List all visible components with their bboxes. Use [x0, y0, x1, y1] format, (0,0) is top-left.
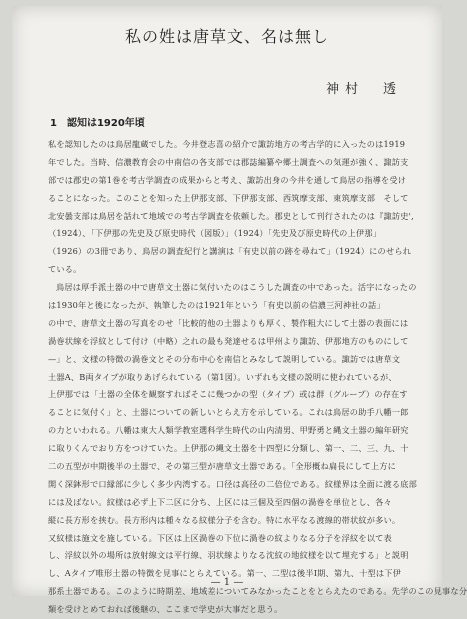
text-line: に取りくんでおり方をつけていた。上伊那の縄文土器を十四型に分類し、第一、二、三、九、十 — [48, 443, 409, 454]
text-line: 渦巻状線を浮紋として付け（中略）之れの最も発達せるは甲州より諏訪、伊那地方のものにして — [48, 335, 409, 346]
text-line: 私を認知したのは鳥居龍蔵でした。今井登志喜の紹介で諏訪地方の考古学的に入ったのは1919 — [48, 139, 406, 149]
text-line: 部では郡史の第1巻を考古学調査の成果からと考え、諏訪出身の今井を通して鳥居の指導を受け — [48, 174, 407, 185]
text-line: には及ばない。紋様は必ず上下二区に分ち、上区には三個及至四個の渦巻を単位とし、各々 — [48, 496, 392, 507]
text-line: （1926）の3冊であり、鳥居の調査紀行と講演は「有史以前の跡を尋ねて」（1924）にのせられ — [48, 246, 412, 257]
text-line: の力といわれる。八幡は東大人類学教室選科学生時代の山内清男、甲野勇と縄文土器の編年研究 — [48, 425, 409, 436]
text-line: 北安曇支部は鳥居を話れて地域での考古学調査を依頼した。郡史として刊行されたのは『諏訪史', — [48, 210, 414, 221]
text-line: の中で、唐草文土器の写真をのせ「比較的他の土器よりも厚く、製作粗大にして土器の表面には — [48, 317, 409, 328]
text-line: は1930年と後になったが、執筆したのは1921年という「有史以前の信濃三河神社の話」 — [48, 300, 385, 311]
text-line: ることに気付く」と、土器についての新しいとらえ方を示している。これは鳥居の助手八幡一郎 — [48, 407, 409, 418]
text-line: 又紋様は施文を施している。下区は上区渦巻の下位に渦巻の紋よりなる分子を浮紋を以て表 — [48, 532, 392, 543]
text-line: ている。 — [48, 264, 82, 275]
text-line: 年でした。当時、信濃教育会の中南信の各支部では郡誌編纂や郷土調査への気運が強く、諏訪支 — [48, 156, 409, 167]
text-line: —」と、文様の特徴の渦巻文とその分布中心を南信とみなして説明している。諏訪では唐草文 — [48, 353, 401, 364]
text-line: （1924）、「下伊那の先史及び原史時代（図版）」（1924）「先史及び原史時代の上伊那」 — [48, 228, 382, 239]
text-line: 上伊那では「土器の全体を観察すればそこに幾つかの型（タイプ）或は群（グループ）の存在す — [48, 389, 408, 400]
article-title: 私の姓は唐草文、名は無し — [124, 27, 329, 46]
text-line: し、Aタイプ唯形土器の特徴を見事にとらえている。第一、二型は後半Ⅰ期、第九、十型は下伊 — [48, 568, 402, 579]
document-page — [12, 6, 467, 615]
text-line: 開く深鉢形で口縁部に少しく多少内湾する。口径は高径の二倍位である。紋様界は全面に渡る底部 — [48, 478, 418, 489]
text-line: 那系土器である。このように時期差、地域差についてみなかったことをとらえたのである。先学のこの見事な分 — [48, 586, 467, 597]
section-heading: 1 認知は1920年頃 — [50, 118, 145, 129]
text-line: し、浮紋以外の場所は放射線文は平行線、羽状線よりなる沈紋の地紋様を以て埋充する」と説明 — [48, 550, 409, 561]
text-line: 土器A、B両タイプが取りあげられている（第1図）。いずれも文様の説明に使われているが、 — [48, 371, 397, 382]
text-line: ることになった。このことを知った上伊那支部、下伊那支部、西筑摩支部、東筑摩支部 そして — [48, 192, 409, 203]
article-body — [48, 136, 467, 619]
author-name: 神村 透 — [325, 82, 402, 97]
text-line: 鳥居は厚手派土器の中で唐草文土器に気付いたのはこうした調査の中であった。活字になったの — [56, 282, 417, 293]
text-line: 二の五型が中期後半の土器で、その第三型が唐草文土器である。「全形概ね扁長にして上方に — [48, 461, 397, 472]
text-line: 類を受けとめておれば後継の、ここまで学史が大事だと思う。 — [48, 604, 283, 615]
page-number: — 1 — — [210, 577, 244, 588]
text-line: 縦に長方形を挟む。長方形内は種々なる紋様分子を含む。特に水平なる渡線的帯状紋が多い。 — [48, 514, 401, 525]
